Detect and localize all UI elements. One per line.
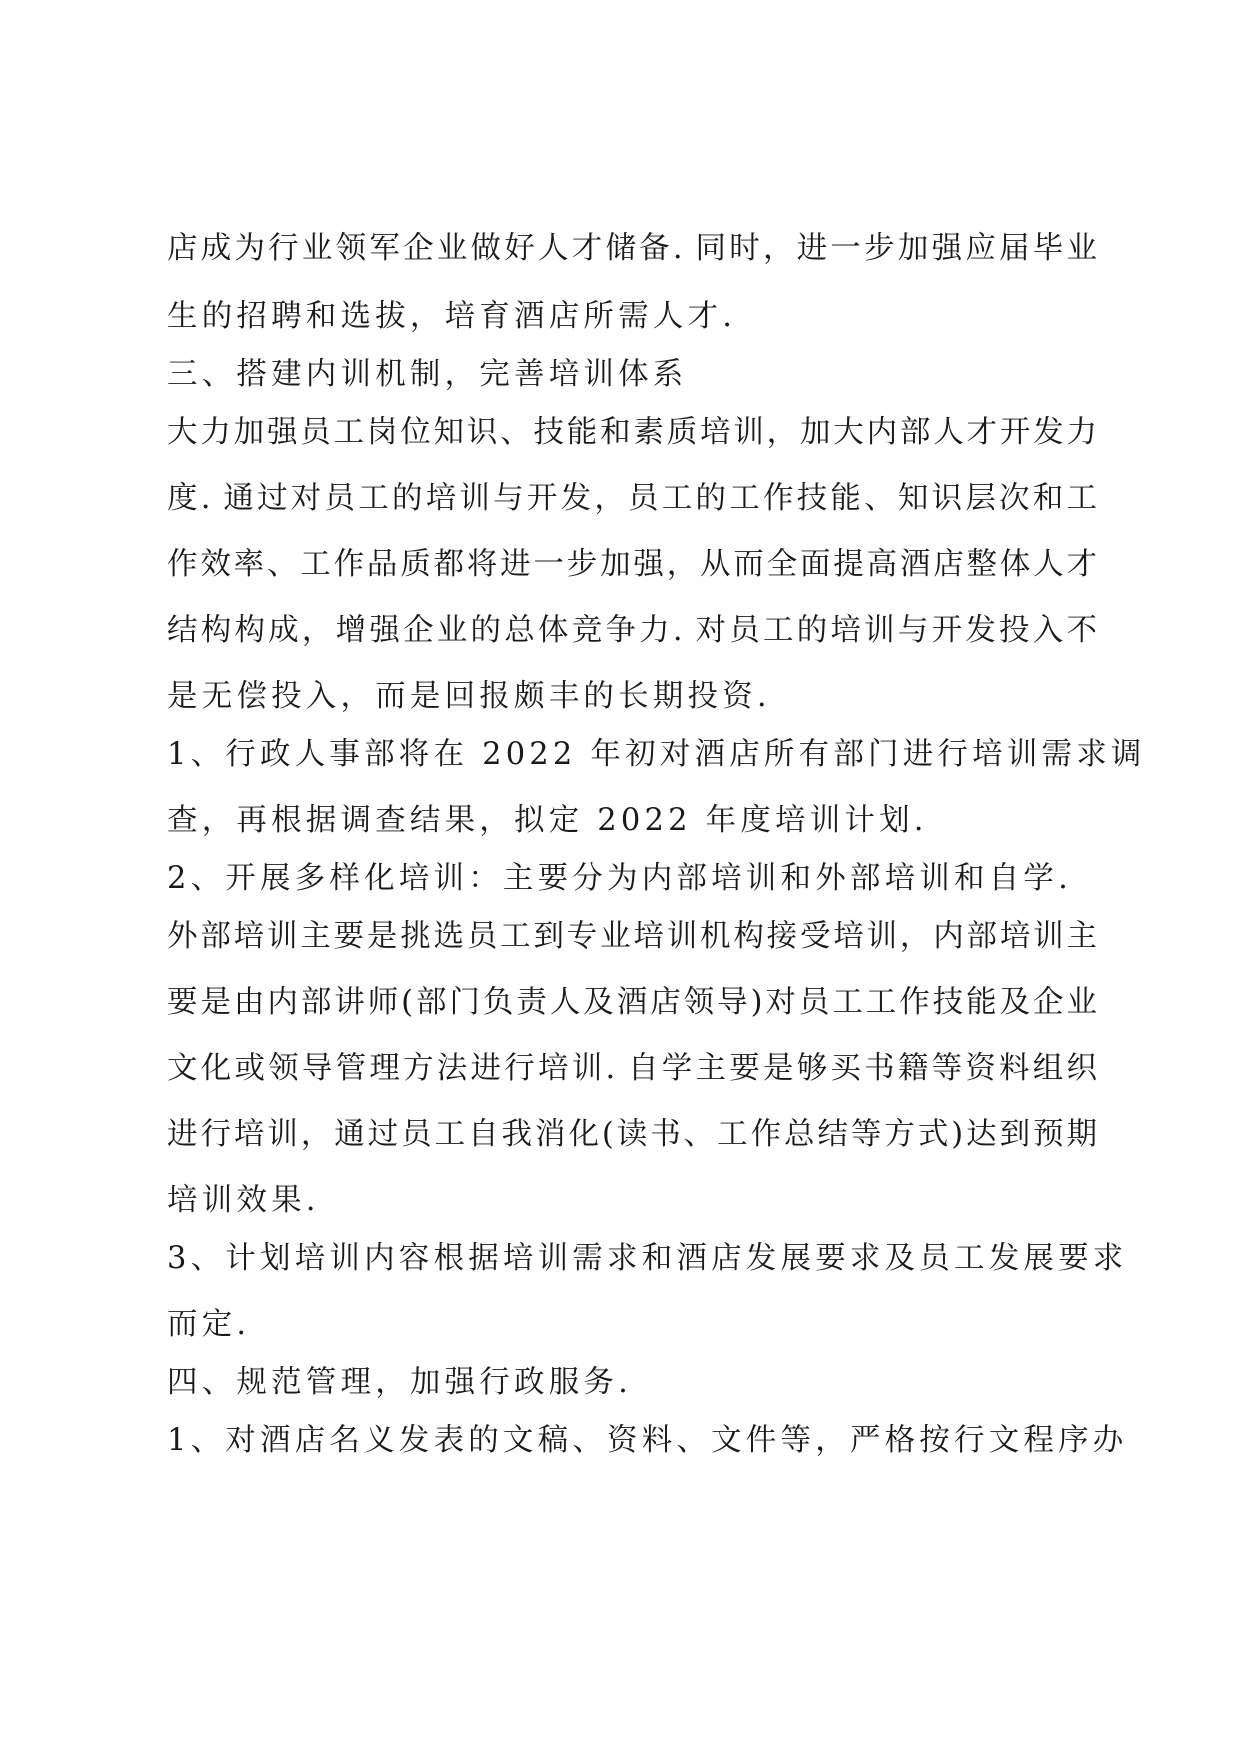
section-heading: 三、搭建内训机制，完善培训体系 [167, 357, 688, 392]
paragraph-line: 结构构成，增强企业的总体竞争力. 对员工的培训与开发投入不 [167, 613, 1097, 648]
paragraph-line: 而定. [167, 1307, 251, 1342]
paragraph-line: 要是由内部讲师(部门负责人及酒店领导)对员工工作技能及企业 [167, 985, 1097, 1020]
paragraph-line: 是无偿投入，而是回报颇丰的长期投资. [167, 679, 771, 714]
paragraph-line: 生的招聘和选拔，培育酒店所需人才. [167, 299, 737, 334]
list-item: 2、开展多样化培训：主要分为内部培训和外部培训和自学. [167, 861, 1072, 896]
list-item: 3、计划培训内容根据培训需求和酒店发展要求及员工发展要求 [167, 1241, 1128, 1276]
paragraph-line: 度. 通过对员工的培训与开发，员工的工作技能、知识层次和工 [167, 481, 1097, 516]
paragraph-line: 培训效果. [167, 1183, 320, 1218]
section-heading: 四、规范管理，加强行政服务. [167, 1365, 632, 1400]
paragraph-line: 大力加强员工岗位知识、技能和素质培训，加大内部人才开发力 [167, 415, 1097, 450]
paragraph-line: 作效率、工作品质都将进一步加强，从而全面提高酒店整体人才 [167, 547, 1097, 582]
paragraph-line: 店成为行业领军企业做好人才储备. 同时，进一步加强应届毕业 [167, 231, 1097, 266]
paragraph-line: 进行培训，通过员工自我消化(读书、工作总结等方式)达到预期 [167, 1117, 1097, 1152]
paragraph-line: 文化或领导管理方法进行培训. 自学主要是够买书籍等资料组织 [167, 1051, 1097, 1086]
paragraph-line: 外部培训主要是挑选员工到专业培训机构接受培训，内部培训主 [167, 919, 1097, 954]
list-item: 1、对酒店名义发表的文稿、资料、文件等，严格按行文程序办 [167, 1423, 1128, 1458]
paragraph-line: 查，再根据调查结果，拟定 2022 年度培训计划. [167, 803, 928, 838]
list-item: 1、行政人事部将在 2022 年初对酒店所有部门进行培训需求调 [167, 737, 1146, 772]
